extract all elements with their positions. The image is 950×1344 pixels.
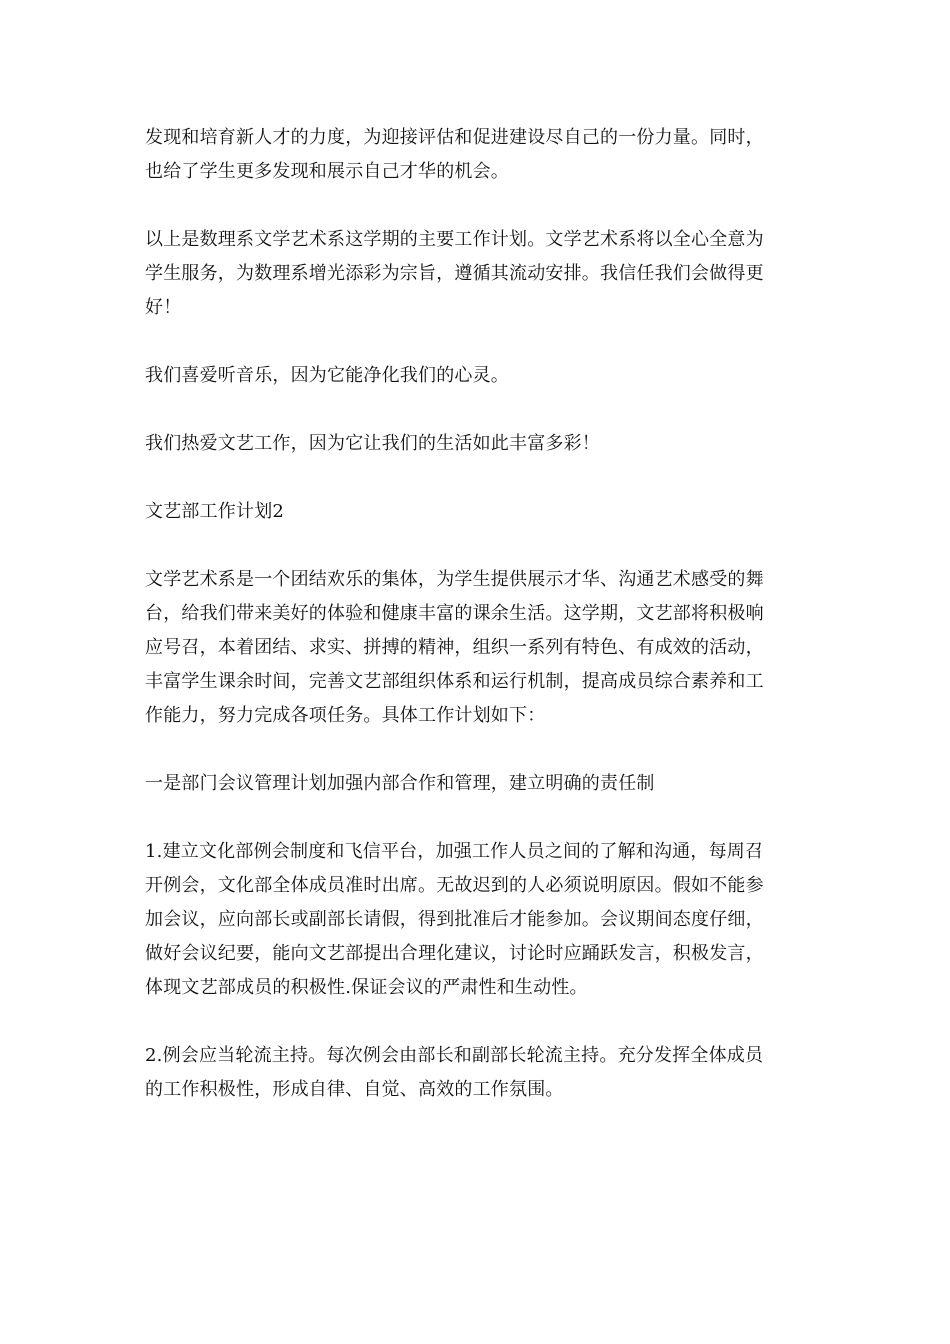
paragraph-1 [145,121,810,189]
text-line: 作能力，努力完成各项任务。具体工作计划如下： [145,705,546,726]
paragraph-2 [145,223,810,325]
paragraph-8 [145,835,810,1005]
text-line: 应号召，本着团结、求实、拼搏的精神，组织一系列有特色、有成效的活动， [145,637,764,658]
paragraph-3 [145,359,810,393]
text-line: 加会议，应向部长或副部长请假，得到批准后才能参加。会议期间态度仔细， [145,909,764,930]
document-body [145,121,810,1107]
text-line: 好！ [145,297,182,318]
text-line: 也给了学生更多发现和展示自己才华的机会。 [145,161,509,182]
paragraph-4 [145,427,810,461]
paragraph-7 [145,767,810,801]
text-line: 1.建立文化部例会制度和飞信平台，加强工作人员之间的了解和沟通，每周召 [145,841,764,862]
text-line: 发现和培育新人才的力度，为迎接评估和促进建设尽自己的一份力量。同时， [145,127,764,148]
section-heading [145,495,810,529]
text-line: 丰富学生课余时间，完善文艺部组织体系和运行机制，提高成员综合素养和工 [145,671,764,692]
text-line: 体现文艺部成员的积极性.保证会议的严肃性和生动性。 [145,977,588,998]
text-line: 学生服务，为数理系增光添彩为宗旨，遵循其流动安排。我信任我们会做得更 [145,263,764,284]
text-line: 台，给我们带来美好的体验和健康丰富的课余生活。这学期，文艺部将积极响 [145,603,764,624]
paragraph-9 [145,1039,810,1107]
text-line: 做好会议纪要，能向文艺部提出合理化建议，讨论时应踊跃发言，积极发言， [145,943,764,964]
text-line: 文学艺术系是一个团结欢乐的集体，为学生提供展示才华、沟通艺术感受的舞 [145,569,764,590]
text-line: 我们喜爱听音乐，因为它能净化我们的心灵。 [145,365,509,386]
text-line: 我们热爱文艺工作，因为它让我们的生活如此丰富多彩！ [145,433,600,454]
paragraph-6 [145,563,810,733]
text-line: 开例会，文化部全体成员准时出席。无故迟到的人必须说明原因。假如不能参 [145,875,764,896]
text-line: 的工作积极性，形成自律、自觉、高效的工作氛围。 [145,1079,564,1100]
text-line: 以上是数理系文学艺术系这学期的主要工作计划。文学艺术系将以全心全意为 [145,229,764,250]
text-line: 一是部门会议管理计划加强内部合作和管理，建立明确的责任制 [145,773,655,794]
text-line: 2.例会应当轮流主持。每次例会由部长和副部长轮流主持。充分发挥全体成员 [145,1045,764,1066]
text-line: 文艺部工作计划2 [145,501,285,522]
